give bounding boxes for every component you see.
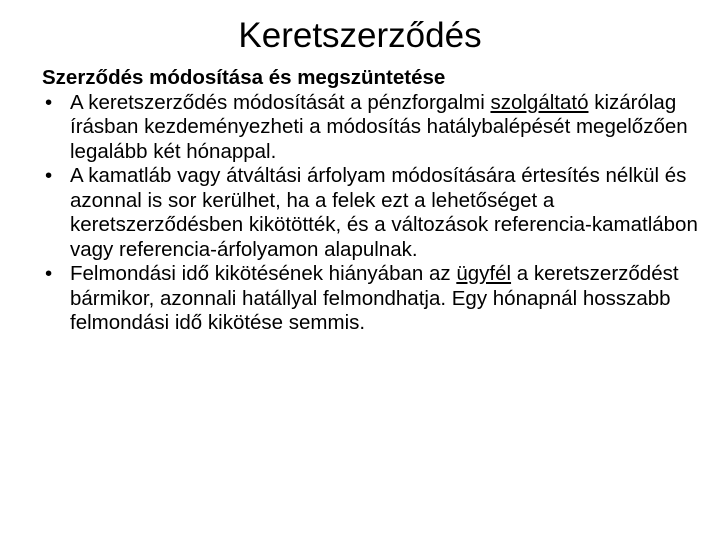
bullet-item-1 [42, 91, 702, 165]
bullet-text: A keretszerződés módosítását a pénzforgalmi [70, 90, 485, 114]
bullet-marker: • [45, 262, 53, 285]
bullet-text: a keretszerződést bármikor, azonnali hatállyal felmondhatja. Egy hónapnál hosszabb felmondási idő kikötése semmis. [70, 262, 679, 334]
bullet-text: A kamatláb vagy átváltási árfolyam módosítására értesítés nélkül és azonnal is sor kerülhet, ha a felek ezt a lehetőséget a keretszerződésben kikötötték, és a változások referencia-kamatlábon vagy referencia-árfolyamon alapulnak. [70, 164, 698, 261]
bullet-marker: • [45, 164, 53, 187]
bullet-item-3 [42, 262, 702, 336]
underlined-term: szolgáltató [490, 90, 589, 114]
underlined-term: ügyfél [456, 262, 512, 285]
section-subtitle: Szerződés módosítása és megszüntetése [42, 66, 446, 89]
bullet-list [42, 91, 702, 336]
bullet-text: Felmondási idő kikötésének hiányában az [70, 262, 451, 285]
bullet-marker: • [45, 90, 53, 114]
bullet-item-2 [42, 164, 702, 262]
bullet-text: kizárólag írásban kezdeményezheti a módosítás hatálybalépését megelőzően legalább két hónappal. [70, 90, 688, 163]
slide-content [42, 66, 702, 336]
slide-title: Keretszerződés [238, 16, 482, 55]
